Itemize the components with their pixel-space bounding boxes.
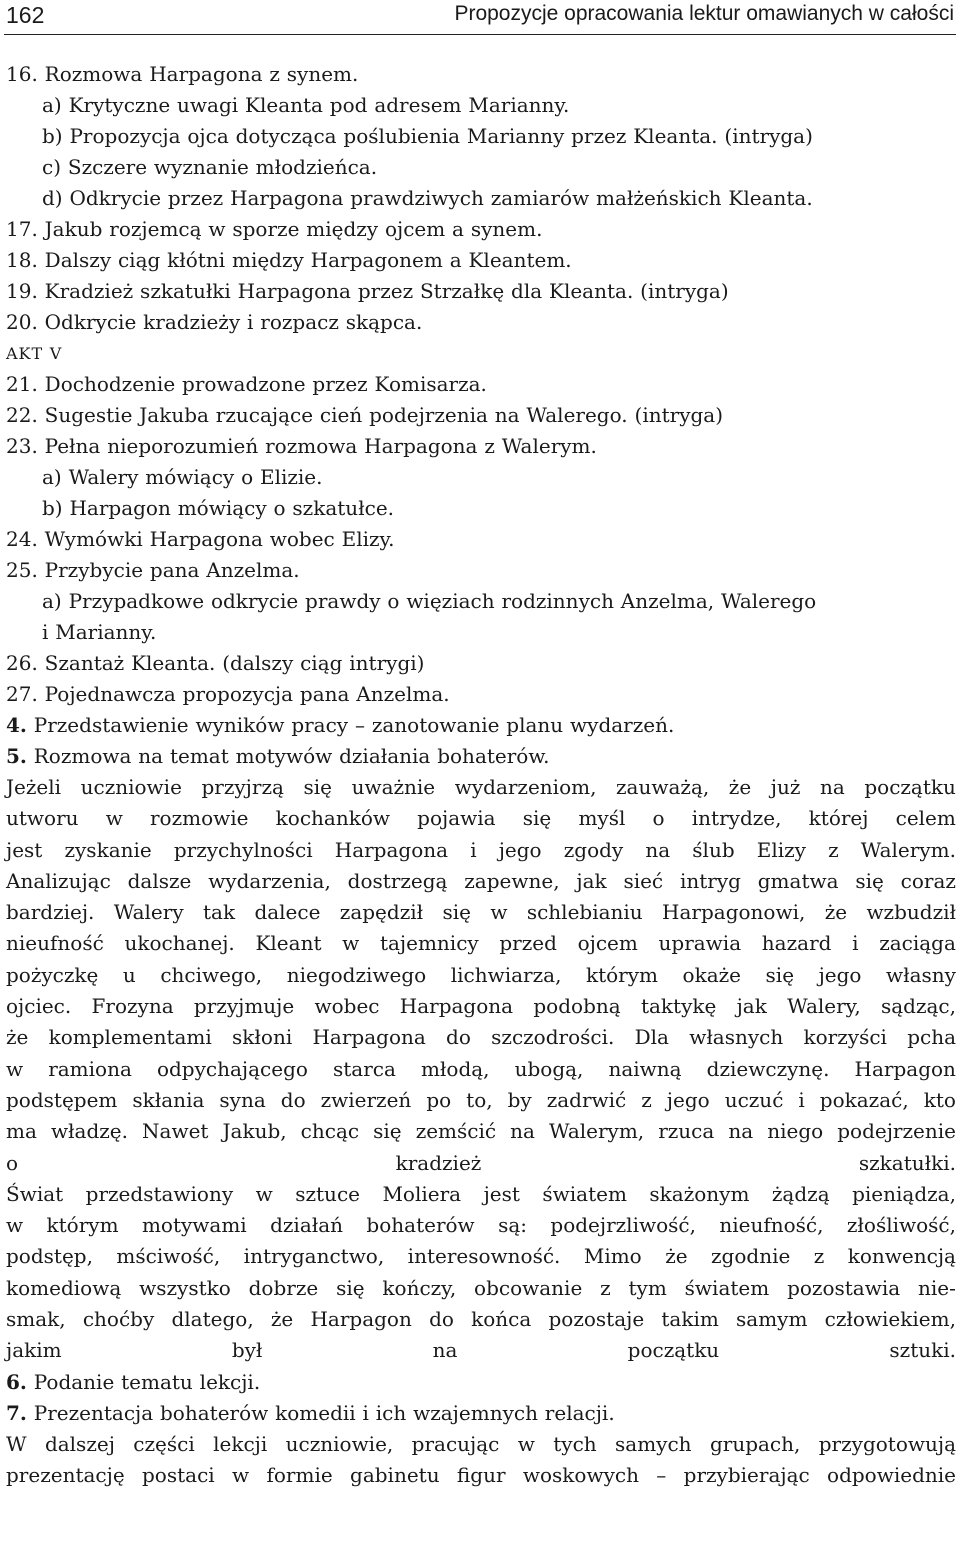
step-4: [6, 710, 956, 741]
plan-item: a) Walery mówiący o Elizie.: [42, 465, 323, 489]
step-number: 6.: [6, 1369, 27, 1394]
paragraph-line: ojciec. Frozyna przyjmuje wobec Harpagona podobną taktykę jak Walery, sądząc,: [6, 994, 956, 1019]
paragraph-line: nieufność ukochanej. Kleant w tajemnicy przed ojcem uprawia hazard i zaciąga: [6, 931, 956, 956]
paragraph-line: komediową wszystko dobrze się kończy, obcowanie z tym światem pozostawia nie-: [6, 1275, 956, 1300]
plan-item: c) Szczere wyznanie młodzieńca.: [42, 155, 378, 179]
page-content: [6, 59, 956, 1491]
paragraph-line: w którym motywami działań bohaterów są: podejrzliwość, nieufność, złośliwość,: [6, 1213, 956, 1238]
paragraph-line: podstęp, mściwość, intryganctwo, interesowność. Mimo że zgodnie z konwencją: [6, 1244, 956, 1269]
plan-item: 24. Wymówki Harpagona wobec Elizy.: [6, 527, 395, 551]
paragraph-line: Świat przedstawiony w sztuce Moliera jest światem skażonym żądzą pieniądza,: [6, 1181, 956, 1206]
plan-item: 21. Dochodzenie prowadzone przez Komisarza.: [6, 372, 487, 396]
plan-item: d) Odkrycie przez Harpagona prawdziwych zamiarów małżeńskich Kleanta.: [42, 186, 813, 210]
paragraph-line: pożyczkę u chciwego, niegodziwego lichwiarza, którym okaże się jego własny: [6, 962, 956, 987]
plan-item: 26. Szantaż Kleanta. (dalszy ciąg intrygi): [6, 651, 425, 675]
plan-item: 23. Pełna nieporozumień rozmowa Harpagona z Walerym.: [6, 434, 597, 458]
paragraph-line: Analizując dalsze wydarzenia, dostrzegą zapewne, jak sieć intryg gmatwa się coraz: [6, 868, 956, 893]
plan-item: 22. Sugestie Jakuba rzucające cień podejrzenia na Walerego. (intryga): [6, 403, 724, 427]
plot-plan-list: [6, 59, 956, 710]
plan-item: 27. Pojednawcza propozycja pana Anzelma.: [6, 682, 450, 706]
step-number: 5.: [6, 744, 27, 768]
paragraph-line: Jeżeli uczniowie przyjrzą się uważnie wydarzeniom, zauważą, że już na początku: [6, 775, 956, 799]
plan-item: 16. Rozmowa Harpagona z synem.: [6, 62, 359, 86]
page-header: [4, 0, 956, 35]
paragraph-line: jakim był na początku sztuki.: [6, 1338, 956, 1363]
step-number: 7.: [6, 1400, 27, 1425]
step-text: Rozmowa na temat motywów działania bohaterów.: [33, 744, 550, 768]
step-text: Podanie tematu lekcji.: [33, 1369, 261, 1394]
step-number: 4.: [6, 713, 27, 737]
paragraph-line: jest zyskanie przychylności Harpagona i jego zgody na ślub Elizy z Walerym.: [6, 837, 956, 862]
step-6: [6, 1367, 956, 1398]
step-text: Przedstawienie wyników pracy – zanotowanie planu wydarzeń.: [33, 713, 675, 737]
paragraph-line: ma władzę. Nawet Jakub, chcąc się zemścić na Walerym, rzuca na niego podejrzenie: [6, 1119, 956, 1144]
paragraph-world: [6, 1179, 956, 1367]
paragraph-line: prezentację postaci w formie gabinetu figur woskowych – przybierając odpowiednie: [6, 1462, 956, 1487]
plan-item: 25. Przybycie pana Anzelma.: [6, 558, 300, 582]
plan-item: a) Przypadkowe odkrycie prawdy o więziach rodzinnych Anzelma, Walerego: [42, 589, 817, 613]
plan-item: 19. Kradzież szkatułki Harpagona przez Strzałkę dla Kleanta. (intryga): [6, 279, 729, 303]
paragraph-line: w ramiona odpychającego starca młodą, ubogą, naiwną dziewczynę. Harpagon: [6, 1056, 956, 1081]
plan-item: 20. Odkrycie kradzieży i rozpacz skąpca.: [6, 310, 423, 334]
paragraph-line: o kradzież szkatułki.: [6, 1150, 956, 1175]
plan-item: 17. Jakub rozjemcą w sporze między ojcem a synem.: [6, 217, 543, 241]
running-head: Propozycje opracowania lektur omawianych w całości: [454, 2, 954, 25]
paragraph-line: W dalszej części lekcji uczniowie, pracując w tych samych grupach, przygotowują: [6, 1431, 956, 1456]
page-number: 162: [6, 2, 45, 28]
step-7: [6, 1398, 956, 1429]
paragraph-line: bardziej. Walery tak dalece zapędził się w schlebianiu Harpagonowi, że wzbudził: [6, 900, 956, 925]
plan-item: i Marianny.: [42, 620, 157, 644]
step-text: Prezentacja bohaterów komedii i ich wzajemnych relacji.: [33, 1400, 615, 1425]
paragraph-motives: [6, 772, 956, 1179]
plan-item: a) Krytyczne uwagi Kleanta pod adresem Marianny.: [42, 93, 570, 117]
paragraph-presentation: [6, 1429, 956, 1492]
plan-item: b) Harpagon mówiący o szkatułce.: [42, 496, 395, 520]
paragraph-line: podstępem skłania syna do zwierzeń po to, by zadrwić z jego uczuć i pokazać, kto: [6, 1087, 956, 1112]
plan-item: b) Propozycja ojca dotycząca poślubienia Marianny przez Kleanta. (intryga): [42, 124, 813, 148]
plan-item: 18. Dalszy ciąg kłótni między Harpagonem a Kleantem.: [6, 248, 572, 272]
step-5: [6, 741, 956, 772]
act-heading: AKT V: [6, 344, 63, 363]
paragraph-line: utworu w rozmowie kochanków pojawia się myśl o intrydze, której celem: [6, 806, 956, 831]
paragraph-line: smak, choćby dlatego, że Harpagon do końca pozostaje takim samym człowiekiem,: [6, 1307, 956, 1332]
paragraph-line: że komplementami skłoni Harpagona do szczodrości. Dla własnych korzyści pcha: [6, 1025, 956, 1050]
